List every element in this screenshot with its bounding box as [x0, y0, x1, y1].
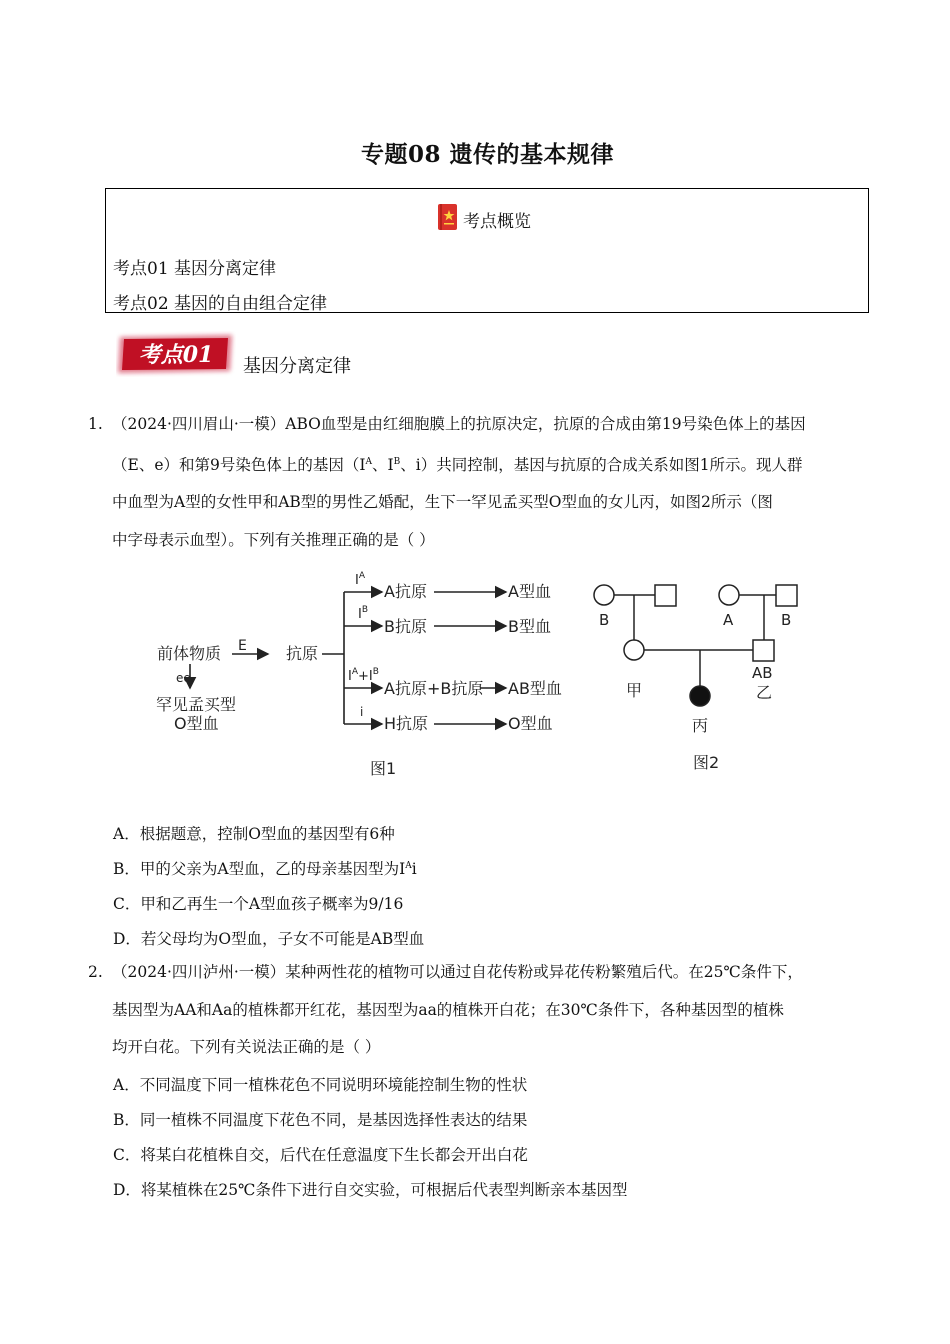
daughter-label: 丙	[692, 716, 709, 735]
husband-type-label: AB	[752, 664, 773, 682]
branch-2-gene: $I^B$	[358, 605, 369, 622]
overview-heading	[437, 203, 531, 236]
gene-ee-label: ee	[176, 671, 191, 685]
branch-3-gene: $I^A+I^B$	[348, 667, 379, 684]
branch-1-gene: $I^A$	[355, 571, 366, 588]
section-badge	[116, 331, 236, 377]
question-1-option-c: C．甲和乙再生一个A型血孩子概率为9/16	[113, 895, 404, 913]
question-2-stem-line-3: 均开白花。下列有关说法正确的是（ ）	[112, 1038, 381, 1056]
question-1-option-a: A．根据题意，控制O型血的基因型有6种	[113, 825, 395, 843]
book-icon	[437, 203, 459, 236]
branch-2-blood: B型血	[508, 617, 551, 636]
branch-1-blood: A型血	[508, 582, 551, 601]
section-title: 基因分离定律	[243, 356, 351, 377]
question-2-stem	[112, 954, 872, 1067]
branch-3-blood: AB型血	[508, 679, 562, 698]
overview-heading-text: 考点概览	[463, 212, 531, 232]
gf-left-mother-label: B	[599, 611, 610, 629]
question-2-option-b: B．同一植株不同温度下花色不同，是基因选择性表达的结果	[113, 1111, 528, 1129]
gf-right-father-label: B	[781, 611, 792, 629]
question-1-option-d: D．若父母均为O型血，子女不可能是AB型血	[113, 930, 425, 948]
figure-2-pedigree	[590, 574, 830, 794]
question-2-option-a: A．不同温度下同一植株花色不同说明环境能控制生物的性状	[113, 1076, 528, 1094]
branch-4-gene: i	[360, 705, 364, 719]
branch-4-product: H抗原	[384, 714, 429, 733]
question-1-number: 1.	[88, 415, 103, 433]
document-title: 专题08 遗传的基本规律	[360, 141, 614, 168]
gene-E-label: E	[238, 638, 247, 654]
overview-item-2: 考点02 基因的自由组合定律	[113, 294, 328, 314]
question-1-stem-line-3: 中血型为A型的女性甲和AB型的男性乙婚配，生下一罕见孟买型O型血的女儿丙，如图2所示（图	[112, 493, 773, 511]
overview-item-1: 考点01 基因分离定律	[113, 259, 277, 279]
branch-2-product: B抗原	[384, 617, 427, 636]
branch-4-blood: O型血	[508, 714, 553, 733]
antigen-label: 抗原	[286, 644, 319, 663]
question-1-stem-line-2: （E、e）和第9号染色体上的基因（$I^A$、$I^B$、i）共同控制，基因与抗原的合成关系如图1所示。现人群	[112, 455, 803, 474]
precursor-label: 前体物质	[157, 644, 222, 663]
bombay-label-1: 罕见孟买型	[156, 695, 237, 714]
question-2-stem-line-1: （2024·四川泸州·一模）某种两性花的植物可以通过自花传粉或异花传粉繁殖后代。在25℃条件下，	[112, 963, 803, 981]
gf-right-mother-label: A	[723, 611, 734, 629]
husband-label: 乙	[756, 683, 773, 702]
wife-label: 甲	[626, 681, 643, 700]
question-2-stem-line-2: 基因型为AA和Aa的植株都开红花，基因型为aa的植株开白花；在30℃条件下，各种基因型的植株	[112, 1000, 784, 1019]
question-1-stem-line-1: （2024·四川眉山·一模）ABO血型是由红细胞膜上的抗原决定，抗原的合成由第19号染色体上的基因	[112, 415, 806, 433]
figure-1-caption: 图1	[370, 759, 397, 778]
branch-1-product: A抗原	[384, 582, 427, 601]
question-2-number: 2.	[88, 963, 103, 981]
section-badge-text: 考点01	[138, 342, 214, 368]
question-1-stem	[112, 406, 872, 559]
question-1-stem-line-4: 中字母表示血型）。下列有关推理正确的是（ ）	[112, 530, 435, 549]
branch-3-product: A抗原+B抗原	[384, 679, 484, 698]
question-1-option-b: B．甲的父亲为A型血，乙的母亲基因型为$I^Ai$	[113, 860, 417, 878]
bombay-label-2: O型血	[174, 714, 219, 733]
figure-2-caption: 图2	[693, 753, 720, 772]
figure-1-diagram	[150, 566, 580, 786]
question-2-option-d: D．将某植株在25℃条件下进行自交实验，可根据后代表型判断亲本基因型	[113, 1181, 628, 1199]
question-2-option-c: C．将某白花植株自交，后代在任意温度下生长都会开出白花	[113, 1146, 528, 1164]
